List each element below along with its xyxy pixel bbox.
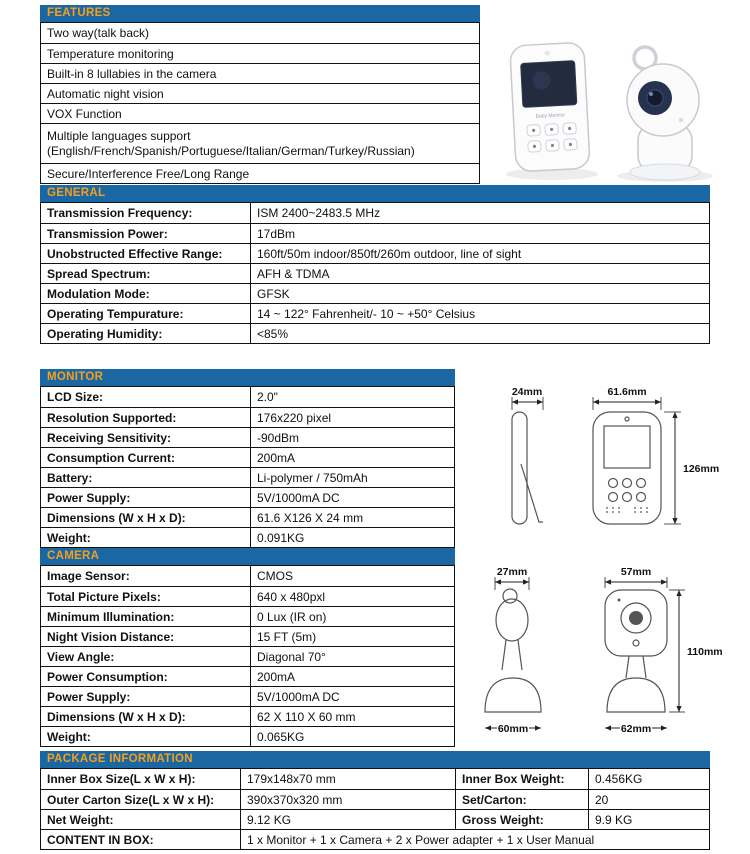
spec-label: View Angle: <box>41 647 251 666</box>
package-row <box>41 789 709 809</box>
spec-value: 640 x 480pxl <box>257 589 326 604</box>
spec-label: LCD Size: <box>41 387 251 407</box>
spec-value: Li-polymer / 750mAh <box>257 470 368 485</box>
spec-label: Weight: <box>41 528 251 547</box>
monitor-device-image <box>510 42 590 172</box>
camera-header: CAMERA <box>40 548 455 565</box>
dim-label-camera-width: 57mm <box>620 566 652 578</box>
package-row <box>41 769 709 789</box>
feature-text: Automatic night vision <box>47 86 164 101</box>
feature-text: Multiple languages support <box>47 128 191 143</box>
package-label: Gross Weight: <box>456 810 589 829</box>
spec-row <box>41 507 454 527</box>
spec-label: Total Picture Pixels: <box>41 587 251 606</box>
monitor-table <box>40 386 455 548</box>
spec-row <box>41 243 709 263</box>
spec-row <box>41 666 454 686</box>
package-value: 20 <box>595 792 609 807</box>
spec-row <box>41 323 709 343</box>
spec-row <box>41 586 454 606</box>
package-label: Inner Box Weight: <box>456 769 589 789</box>
spec-row <box>41 283 709 303</box>
package-value: 0.456KG <box>595 772 643 786</box>
camera-dimension-diagram <box>455 566 748 751</box>
spec-label: Resolution Supported: <box>41 408 251 427</box>
baby-monitor-photo <box>495 28 745 186</box>
feature-text: Two way(talk back) <box>47 26 150 40</box>
spec-label: Dimensions (W x H x D): <box>41 508 251 527</box>
dim-label-camera-height: 110mm <box>687 646 723 658</box>
spec-label: Consumption Current: <box>41 448 251 467</box>
spec-label: Operating Tempurature: <box>41 304 251 323</box>
spec-value: 0.091KG <box>257 530 305 545</box>
spec-row <box>41 467 454 487</box>
spec-row <box>41 427 454 447</box>
product-photo <box>495 28 745 186</box>
dim-label-camera-base-side: 60mm <box>497 723 529 735</box>
dim-label-camera-base-front: 62mm <box>620 723 652 735</box>
feature-row <box>41 43 479 63</box>
spec-row <box>41 686 454 706</box>
spec-value: 200mA <box>257 450 296 465</box>
package-value: 9.12 KG <box>241 810 456 829</box>
monitor-header: MONITOR <box>40 369 455 386</box>
spec-value: 15 FT (5m) <box>257 629 317 644</box>
spec-label: Receiving Sensitivity: <box>41 428 251 447</box>
spec-label: Power Supply: <box>41 687 251 706</box>
dim-label-camera-depth: 27mm <box>496 566 528 578</box>
spec-label: Spread Spectrum: <box>41 264 251 283</box>
package-label: Outer Carton Size(L x W x H): <box>41 790 241 809</box>
monitor-dimension-diagram <box>455 386 747 546</box>
spec-label: Transmission Frequency: <box>41 203 251 223</box>
feature-row <box>41 83 479 103</box>
package-value: 9.9 KG <box>595 812 633 827</box>
spec-value: CMOS <box>257 569 293 583</box>
spec-row <box>41 566 454 586</box>
dim-label-monitor-depth: 24mm <box>511 386 543 398</box>
spec-label: Weight: <box>41 727 251 746</box>
spec-label: Minimum Illumination: <box>41 607 251 626</box>
spec-value: 160ft/50m indoor/850ft/260m outdoor, line of sight <box>257 246 522 261</box>
spec-row <box>41 706 454 726</box>
feature-text: Secure/Interference Free/Long Range <box>47 166 250 181</box>
spec-value: GFSK <box>257 286 290 301</box>
spec-row <box>41 223 709 243</box>
spec-label: Image Sensor: <box>41 566 251 586</box>
spec-value: 14 ~ 122° Fahrenheit/- 10 ~ +50° Celsius <box>257 306 476 321</box>
spec-label: Operating Humidity: <box>41 324 251 343</box>
spec-row <box>41 646 454 666</box>
spec-value: 5V/1000mA DC <box>257 689 340 704</box>
package-value: 390x370x320 mm <box>241 790 456 809</box>
feature-text-languages: (English/French/Spanish/Portuguese/Italian/German/Turkey/Russian) <box>47 143 415 158</box>
spec-row <box>41 387 454 407</box>
spec-value: Diagonal 70° <box>257 649 326 664</box>
camera-table <box>40 565 455 747</box>
device-label: Baby Monitor <box>535 112 566 120</box>
spec-value: -90dBm <box>257 430 300 445</box>
features-table <box>40 22 480 184</box>
spec-row <box>41 726 454 746</box>
spec-label: Power Consumption: <box>41 667 251 686</box>
general-table <box>40 202 710 344</box>
feature-text: VOX Function <box>47 106 122 121</box>
spec-label: Night Vision Distance: <box>41 627 251 646</box>
feature-row <box>41 163 479 183</box>
package-content-row <box>41 829 709 849</box>
spec-label: Dimensions (W x H x D): <box>41 707 251 726</box>
spec-label: Transmission Power: <box>41 224 251 243</box>
feature-row <box>41 63 479 83</box>
spec-value: 200mA <box>257 669 296 684</box>
spec-value: 0 Lux (IR on) <box>257 609 327 624</box>
spec-value: 5V/1000mA DC <box>257 490 340 505</box>
spec-value: <85% <box>257 326 289 341</box>
package-label: Inner Box Size(L x W x H): <box>41 769 241 789</box>
package-row <box>41 809 709 829</box>
package-label: CONTENT IN BOX: <box>41 830 241 849</box>
general-header: GENERAL <box>40 185 710 202</box>
feature-row-languages <box>41 123 479 163</box>
spec-row <box>41 263 709 283</box>
dim-label-monitor-height: 126mm <box>683 463 720 475</box>
spec-value: AFH & TDMA <box>257 266 330 281</box>
spec-row <box>41 487 454 507</box>
spec-value: 17dBm <box>257 226 296 241</box>
spec-label: Power Supply: <box>41 488 251 507</box>
spec-label: Unobstructed Effective Range: <box>41 244 251 263</box>
spec-value: 61.6 X126 X 24 mm <box>257 510 364 525</box>
features-header: FEATURES <box>40 5 480 22</box>
spec-row <box>41 626 454 646</box>
package-table <box>40 768 710 850</box>
spec-row <box>41 407 454 427</box>
spec-value: 62 X 110 X 60 mm <box>257 709 356 724</box>
feature-row <box>41 103 479 123</box>
spec-value: ISM 2400~2483.5 MHz <box>257 206 381 220</box>
spec-row <box>41 606 454 626</box>
camera-device-image <box>627 47 700 180</box>
package-header: PACKAGE INFORMATION <box>40 751 710 768</box>
spec-label: Battery: <box>41 468 251 487</box>
spec-row <box>41 303 709 323</box>
feature-row <box>41 23 479 43</box>
spec-row <box>41 203 709 223</box>
spec-value: 0.065KG <box>257 729 305 744</box>
feature-text: Temperature monitoring <box>47 46 174 61</box>
dim-label-monitor-width: 61.6mm <box>607 386 647 398</box>
spec-value: 2.0" <box>257 390 278 404</box>
spec-row <box>41 447 454 467</box>
feature-text: Built-in 8 lullabies in the camera <box>47 66 217 81</box>
spec-row <box>41 527 454 547</box>
spec-label: Modulation Mode: <box>41 284 251 303</box>
package-label: Set/Carton: <box>456 790 589 809</box>
spec-value: 176x220 pixel <box>257 410 332 425</box>
package-label: Net Weight: <box>41 810 241 829</box>
package-value: 1 x Monitor + 1 x Camera + 2 x Power adapter + 1 x User Manual <box>247 832 595 847</box>
package-value: 179x148x70 mm <box>241 769 456 789</box>
